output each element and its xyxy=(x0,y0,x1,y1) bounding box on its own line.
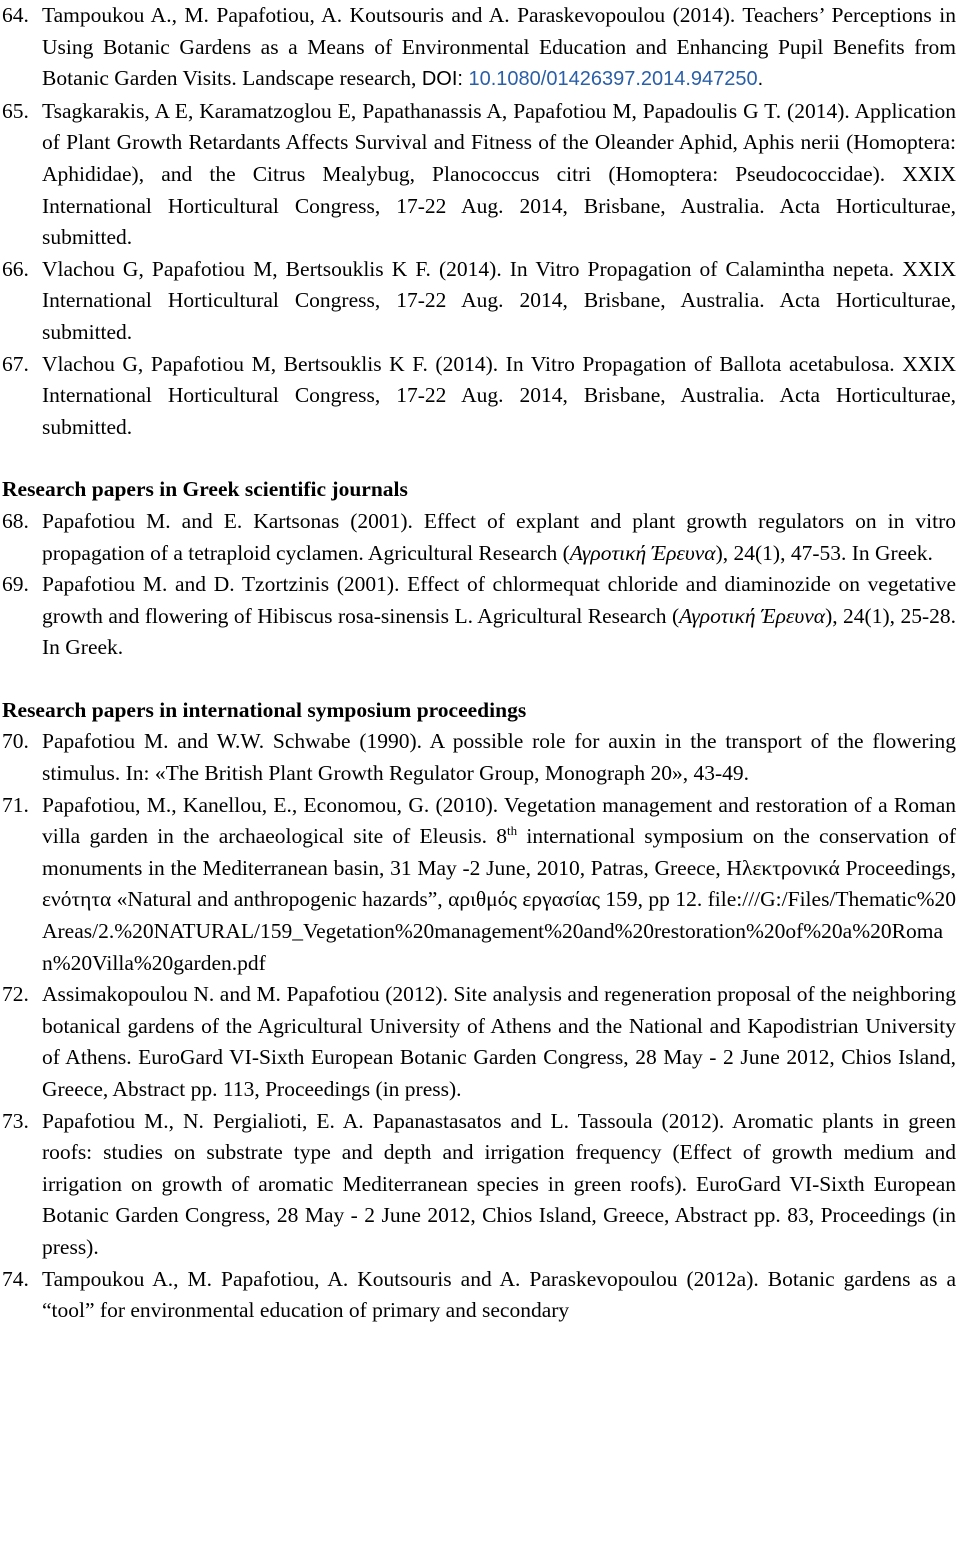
reference-entry-72 xyxy=(2,979,956,1105)
doi-label: DOI: xyxy=(421,68,469,91)
reference-number: 66. xyxy=(2,256,29,281)
reference-entry-74 xyxy=(2,1264,956,1327)
reference-number: 65. xyxy=(2,98,29,123)
reference-entry-65 xyxy=(2,96,956,254)
reference-text: Papafotiou, M., Kanellou, E., Economou, G. (2010). Vegetation management and restoration of a Roman villa garden in the archaeological site of Eleusis. 8th international symposium on the conservation of monuments in the Mediterranean basin, 31 May -2 June, 2010, Patras, Greece, Ηλεκτρονικά Proceedings, ενότητα «Natural and anthropogenic hazards”, αριθμός εργασίας 159, pp 12. file:///G:/Files/Thematic%20Areas/2.%20NATURAL/159_Vegetation%20management%20and%20restoration%20of%20a%20Roman%20Villa%20garden.pdf xyxy=(42,792,957,975)
reference-text: Tsagkarakis, A E, Karamatzoglou E, Papathanassis A, Papafotiou M, Papadoulis G T. (2014). Application of Plant Growth Retardants Affects Survival and Fitness of the Oleander Aphid, Aphis nerii (Homoptera: Aphididae), and the Citrus Mealybug, Planococcus citri (Homoptera: Pseudococcidae). XXIX International Horticultural Congress, 17-22 Aug. 2014, Brisbane, Australia. Acta Horticulturae, submitted. xyxy=(42,98,956,250)
reference-number: 74. xyxy=(2,1266,29,1291)
reference-text: Tampoukou A., M. Papafotiou, A. Koutsouris and A. Paraskevopoulou (2014). Teachers’ Perceptions in Using Botanic Gardens as a Means of Environmental Education and Enhancing Pupil Benefits from Botanic Garden Visits. Landscape research, DOI: 10.1080/01426397.2014.947250. xyxy=(42,3,956,91)
reference-text: Papafotiou M. and W.W. Schwabe (1990). A possible role for auxin in the transport of the flowering stimulus. In: «The British Plant Growth Regulator Group, Monograph 20», 43-49. xyxy=(42,729,956,786)
section-heading-symposium-proceedings: Research papers in international symposium proceedings xyxy=(2,697,527,722)
reference-entry-66 xyxy=(2,254,956,349)
reference-number: 71. xyxy=(2,792,29,817)
doi-link[interactable]: 10.1080/01426397.2014.947250 xyxy=(468,68,758,91)
section-heading-greek-journals: Research papers in Greek scientific journals xyxy=(2,477,408,502)
reference-entry-69 xyxy=(2,569,956,664)
reference-text: Papafotiou M. and E. Kartsonas (2001). Effect of explant and plant growth regulators on in vitro propagation of a tetraploid cyclamen. Agricultural Research (Αγροτική Έρευνα), 24(1), 47-53. In Greek. xyxy=(42,508,956,565)
reference-text: Vlachou G, Papafotiou M, Bertsouklis K F. (2014). In Vitro Propagation of Calamintha nepeta. XXIX International Horticultural Congress, 17-22 Aug. 2014, Brisbane, Australia. Acta Horticulturae, submitted. xyxy=(42,256,956,344)
reference-entry-73 xyxy=(2,1106,956,1264)
reference-text: Tampoukou A., M. Papafotiou, A. Koutsouris and A. Paraskevopoulou (2012a). Botanic gardens as a “tool” for environmental education of primary and secondary xyxy=(42,1266,956,1323)
reference-text: Papafotiou M., N. Pergialioti, E. A. Papanastasatos and L. Tassoula (2012). Aromatic plants in green roofs: studies on substrate type and depth and irrigation frequency (Effect of growth medium and irrigation on growth of aromatic Mediterranean species in green roofs). EuroGard VI-Sixth European Botanic Garden Congress, 28 May - 2 June 2012, Chios Island, Greece, Abstract pp. 83, Proceedings (in press). xyxy=(42,1108,956,1259)
reference-text: Vlachou G, Papafotiou M, Bertsouklis K F. (2014). In Vitro Propagation of Ballota acetabulosa. XXIX International Horticultural Congress, 17-22 Aug. 2014, Brisbane, Australia. Acta Horticulturae, submitted. xyxy=(42,351,956,439)
reference-number: 68. xyxy=(2,508,29,533)
reference-number: 64. xyxy=(2,3,29,27)
greek-journal-title: Αγροτική Έρευνα xyxy=(679,603,826,628)
reference-number: 69. xyxy=(2,572,29,597)
reference-entry-68 xyxy=(2,506,956,569)
reference-number: 70. xyxy=(2,729,29,754)
reference-entry-70 xyxy=(2,726,956,789)
file-url-link[interactable]: file:///G:/Files/Thematic%20Areas/2.%20NATURAL/159_Vegetation%20management%20and%20restoration%20of%20a%20Roman%20Villa%20garden.pdf xyxy=(42,887,957,975)
reference-number: 73. xyxy=(2,1108,29,1133)
reference-entry-71 xyxy=(2,790,956,980)
ordinal-superscript: th xyxy=(507,823,518,839)
reference-text: Papafotiou M. and D. Tzortzinis (2001). Effect of chlormequat chloride and diaminozide on vegetative growth and flowering of Hibiscus rosa-sinensis L. Agricultural Research (Αγροτική Έρευνα), 24(1), 25-28. In Greek. xyxy=(42,572,956,660)
reference-number: 72. xyxy=(2,982,29,1007)
greek-journal-title: Αγροτική Έρευνα xyxy=(569,540,716,565)
reference-text: Assimakopoulou N. and M. Papafotiou (2012). Site analysis and regeneration proposal of the neighboring botanical gardens of the Agricultural University of Athens and the National and Kapodistrian University of Athens. EuroGard VI-Sixth European Botanic Garden Congress, 28 May - 2 June 2012, Chios Island, Greece, Abstract pp. 113, Proceedings (in press). xyxy=(42,982,956,1101)
reference-entry-67 xyxy=(2,349,956,444)
reference-entry-64 xyxy=(2,0,956,96)
reference-number: 67. xyxy=(2,351,29,376)
